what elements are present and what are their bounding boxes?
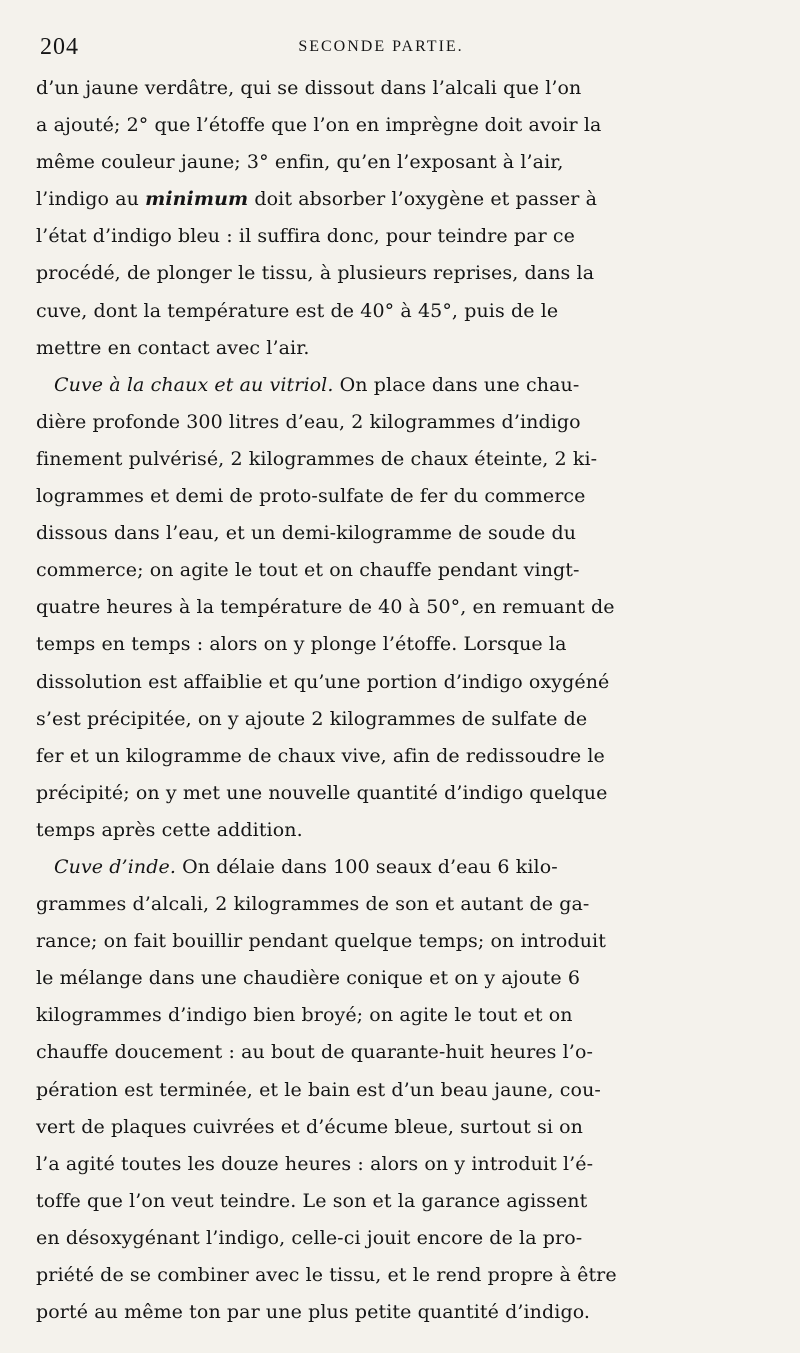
text-line: l’indigo au minimum doit absorber l’oxygène et passer à bbox=[36, 188, 598, 211]
page-number: 204 bbox=[40, 34, 79, 60]
text-line: en désoxygénant l’indigo, celle-ci jouit encore de la pro- bbox=[36, 1226, 583, 1249]
book-page bbox=[36, 30, 726, 1331]
text-line: vert de plaques cuivrées et d’écume bleue, surtout si on bbox=[36, 1115, 584, 1138]
text-line: grammes d’alcali, 2 kilogrammes de son et autant de ga- bbox=[36, 893, 590, 916]
running-title: SECONDE PARTIE. bbox=[298, 38, 464, 55]
text-line: l’état d’indigo bleu : il suffira donc, pour teindre par ce bbox=[36, 225, 576, 248]
body-text bbox=[36, 70, 726, 1331]
text-line: finement pulvérisé, 2 kilogrammes de chaux éteinte, 2 ki- bbox=[36, 447, 598, 470]
section-term-cuve-chaux: Cuve à la chaux et au vitriol. bbox=[54, 373, 334, 396]
text-line: porté au même ton par une plus petite quantité d’indigo. bbox=[36, 1301, 591, 1324]
text-line: rance; on fait bouillir pendant quelque temps; on introduit bbox=[36, 930, 606, 953]
text-line: temps après cette addition. bbox=[36, 818, 303, 841]
text-line: mettre en contact avec l’air. bbox=[36, 336, 310, 359]
text-line: dissous dans l’eau, et un demi-kilogramme de soude du bbox=[36, 522, 577, 545]
text-line: même couleur jaune; 3° enfin, qu’en l’exposant à l’air, bbox=[36, 151, 564, 174]
section-heading-line: Cuve à la chaux et au vitriol. On place dans une chau- bbox=[54, 373, 580, 396]
text-line: temps en temps : alors on y plonge l’étoffe. Lorsque la bbox=[36, 633, 567, 656]
text-line: cuve, dont la température est de 40° à 45°, puis de le bbox=[36, 299, 559, 322]
text-line: a ajouté; 2° que l’étoffe que l’on en imprègne doit avoir la bbox=[36, 114, 602, 137]
emphasis-minimum: minimum bbox=[145, 188, 249, 211]
section-term-cuve-inde: Cuve d’inde. bbox=[54, 855, 176, 878]
text-line: procédé, de plonger le tissu, à plusieurs reprises, dans la bbox=[36, 262, 595, 285]
text-line: précipité; on y met une nouvelle quantité d’indigo quelque bbox=[36, 781, 608, 804]
running-head bbox=[36, 30, 726, 68]
text-line: d’un jaune verdâtre, qui se dissout dans l’alcali que l’on bbox=[36, 77, 582, 99]
text-line: dissolution est affaiblie et qu’une portion d’indigo oxygéné bbox=[36, 670, 610, 693]
text-line: l’a agité toutes les douze heures : alors on y introduit l’é- bbox=[36, 1152, 594, 1175]
text-line: priété de se combiner avec le tissu, et le rend propre à être bbox=[36, 1264, 617, 1286]
text-line: chauffe doucement : au bout de quarante-huit heures l’o- bbox=[36, 1041, 593, 1064]
text-line: commerce; on agite le tout et on chauffe pendant vingt- bbox=[36, 559, 580, 582]
text-line: dière profonde 300 litres d’eau, 2 kilogrammes d’indigo bbox=[36, 410, 581, 433]
text-line: logrammes et demi de proto-sulfate de fer du commerce bbox=[36, 485, 586, 508]
section-heading-line: Cuve d’inde. On délaie dans 100 seaux d’eau 6 kilo- bbox=[54, 855, 558, 878]
text-line: pération est terminée, et le bain est d’un beau jaune, cou- bbox=[36, 1078, 601, 1101]
text-line: s’est précipitée, on y ajoute 2 kilogrammes de sulfate de bbox=[36, 707, 588, 730]
text-line: le mélange dans une chaudière conique et on y ajoute 6 bbox=[36, 967, 581, 990]
text-line: quatre heures à la température de 40 à 50°, en remuant de bbox=[36, 596, 615, 619]
text-line: kilogrammes d’indigo bien broyé; on agite le tout et on bbox=[36, 1004, 573, 1027]
text-line: toffe que l’on veut teindre. Le son et la garance agissent bbox=[36, 1189, 588, 1212]
text-line: fer et un kilogramme de chaux vive, afin de redissoudre le bbox=[36, 744, 605, 767]
